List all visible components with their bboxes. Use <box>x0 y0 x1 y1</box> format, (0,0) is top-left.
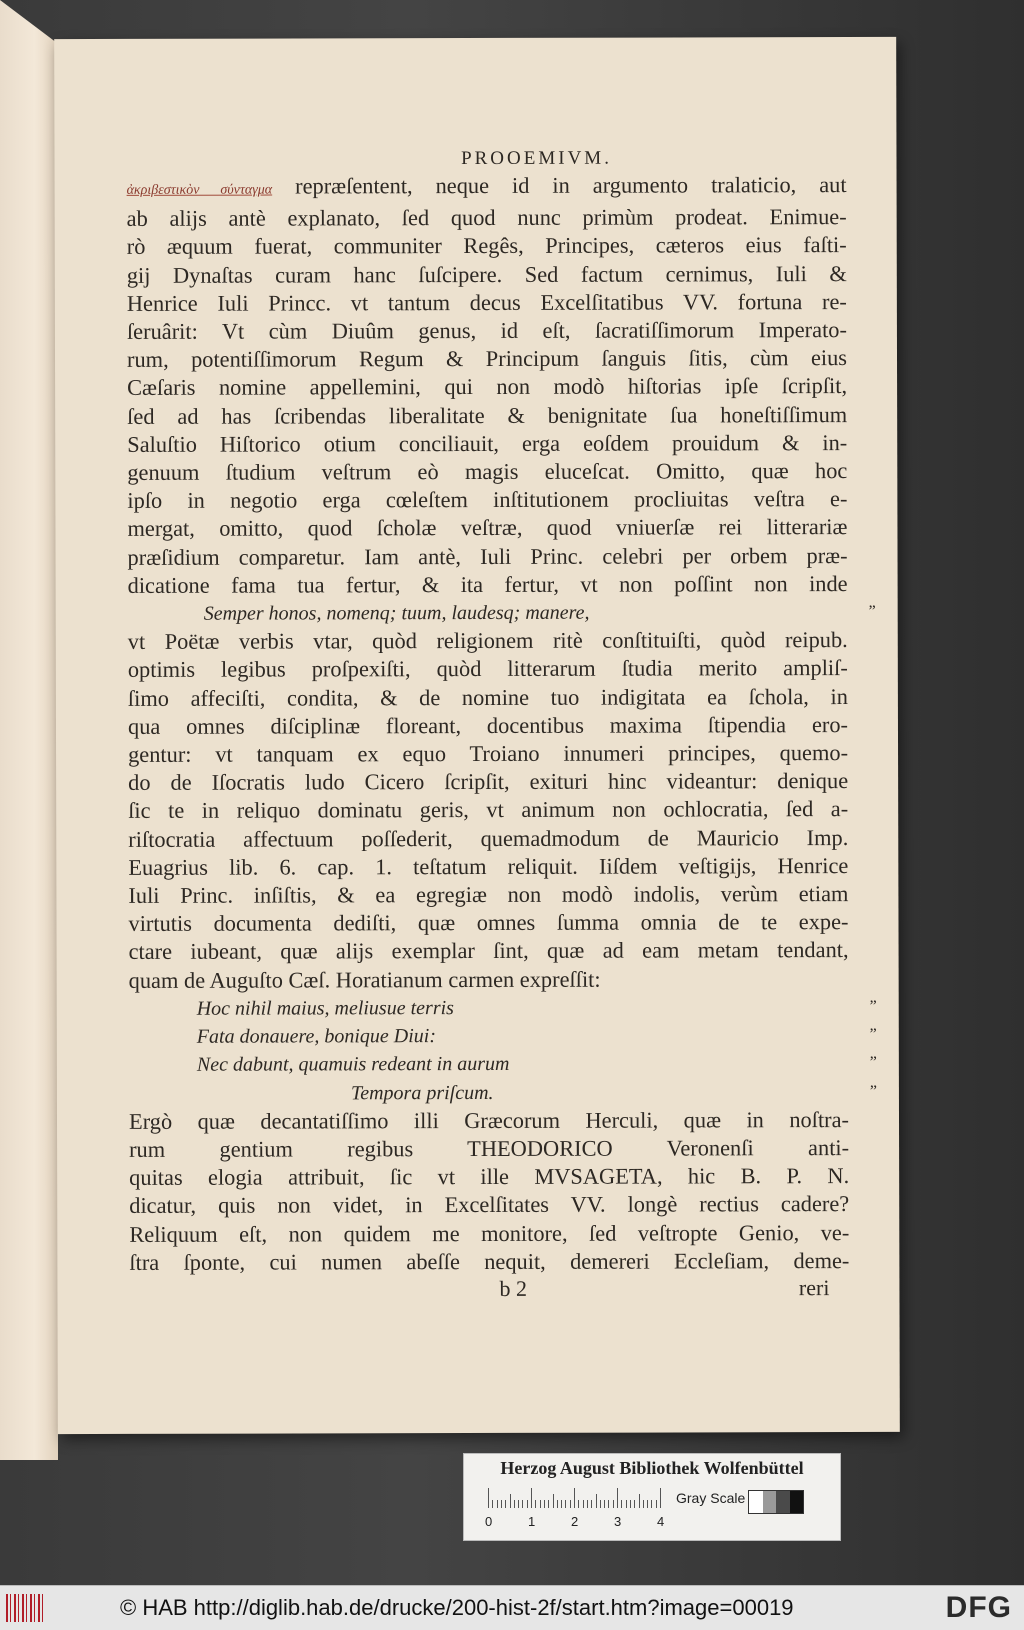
line-text: Henrice Iuli Princc. vt tantum decus Excelſitatibus VV. fortuna re- <box>126 288 847 316</box>
verse-line <box>129 1078 877 1108</box>
ruler-tick <box>608 1500 609 1508</box>
ruler-tick <box>621 1500 622 1508</box>
line-text: ſed ad has ſcribendas liberalitate & benignitate ſua honeſtiſſimum <box>127 401 848 429</box>
ruler-tick <box>634 1500 635 1508</box>
ruler-number: 3 <box>614 1514 622 1529</box>
text-line <box>128 795 848 825</box>
text-line <box>127 485 847 515</box>
ruler-tick <box>557 1500 558 1508</box>
text-line <box>129 1106 849 1136</box>
ruler-tick <box>501 1500 502 1508</box>
line-text: vt Poëtæ verbis vtar, quòd religionem ritè conſtituiſti, quòd reipub. <box>127 627 848 655</box>
ruler-tick <box>651 1500 652 1508</box>
line-text: ſtra ſponte, cui numen abeſſe nequit, demereri Eccleſiam, deme- <box>129 1247 850 1275</box>
line-text: dicatione fama tua fertur, & ita fertur, vt non poſſint non inde <box>127 570 848 598</box>
verse-line <box>128 598 876 628</box>
text-line <box>127 401 847 431</box>
verse-text: Hoc nihil maius, meliusue terris <box>196 996 454 1020</box>
line-text: qua omnes diſciplinæ floreant, docentibus maxima ſtipendia ero- <box>127 711 849 739</box>
ruler-number: 1 <box>528 1514 536 1529</box>
ruler-tick <box>510 1494 511 1508</box>
line-text: gij Dynaſtas curam hanc ſuſcipere. Sed factum cernimus, Iuli & <box>126 260 847 288</box>
quote-mark: ” <box>869 1026 877 1044</box>
verse-text: Semper honos, nomenq; tuum, laudesq; manere, <box>203 601 590 625</box>
line-text: mergat, omitto, quod ſcholæ veſtræ, quod vniuerſæ rei litterariæ <box>127 514 848 542</box>
ruler-tick <box>522 1500 523 1508</box>
line-text: optimis legibus proſpexiſti, quòd litterarum ſtudia merito ampliſ- <box>127 655 848 683</box>
line-text: dicatur, quis non videt, in Excelſitates VV. longè rectius cadere? <box>129 1191 850 1219</box>
line-text: ipſo in negotio erga cœleſtem inſtitutionem procliuitas veſtra e- <box>127 486 848 514</box>
ruler-tick <box>630 1500 631 1508</box>
text-line <box>127 372 847 402</box>
text-line <box>128 570 848 600</box>
catchword: reri <box>798 1275 830 1301</box>
page-text <box>126 147 877 1305</box>
line-text: quam de Auguſto Cæſ. Horatianum carmen expreſſit: <box>128 966 601 993</box>
quote-mark: ” <box>869 1082 877 1100</box>
ruler-tick <box>617 1488 618 1508</box>
paragraph-middle <box>128 626 849 995</box>
ruler-tick <box>643 1500 644 1508</box>
ruler-tick <box>583 1500 584 1508</box>
text-line <box>129 1247 849 1277</box>
verse-text: Nec dabunt, quamuis redeant in aurum <box>196 1053 510 1077</box>
text-line <box>128 654 848 684</box>
ruler-tick <box>587 1500 588 1508</box>
text-line <box>128 683 848 713</box>
ruler-tick <box>647 1500 648 1508</box>
ruler-tick <box>514 1500 515 1508</box>
line-text: rum, potentiſſimorum Regum & Principum ſanguis ſitis, cùm eius <box>126 345 848 373</box>
ruler-tick <box>505 1500 506 1508</box>
line-text: gentur: vt tanquam ex equo Troiano innumeri principes, quemo- <box>128 740 849 767</box>
ruler-tick <box>656 1500 657 1508</box>
text-line <box>127 316 847 346</box>
book-page <box>54 37 900 1434</box>
text-line <box>128 739 848 769</box>
ruler-tick <box>639 1494 640 1508</box>
ruler-tick <box>518 1500 519 1508</box>
text-line <box>127 457 847 487</box>
line-text: ctare iubeant, quæ alijs exemplar ſint, quæ ad eam metam tendant, <box>128 937 849 965</box>
ruler-tick <box>527 1500 528 1508</box>
text-line <box>129 1162 849 1192</box>
text-line <box>129 937 849 967</box>
status-bar <box>0 1585 1024 1630</box>
text-line <box>129 1219 849 1249</box>
verse-text: Fata donauere, bonique Diui: <box>196 1025 437 1048</box>
text-line <box>127 429 847 459</box>
ruler-tick <box>660 1488 661 1508</box>
ruler-tick <box>544 1500 545 1508</box>
line-text: quitas elogia attribuit, ſic vt ille MVSAGETA, hic B. P. N. <box>129 1163 850 1191</box>
ruler-tick <box>488 1488 489 1508</box>
copyright-link[interactable]: © HAB http://diglib.hab.de/drucke/200-hist-2f/start.htm?image=00019 <box>120 1595 794 1620</box>
text-line <box>129 1190 849 1220</box>
quote-mark: ” <box>868 603 876 621</box>
ruler-tick <box>626 1500 627 1508</box>
line-text: virtutis documenta dediſti, quæ omnes ſumma omnia de te expe- <box>128 909 849 937</box>
line-text: rum gentium regibus THEODORICO Veronenſi anti- <box>129 1134 850 1162</box>
line-text: genuum ſtudium veſtrum eò magis eluceſcat. Omitto, quæ hoc <box>127 458 848 485</box>
text-line <box>129 965 849 995</box>
text-line <box>128 852 848 882</box>
ruler-tick <box>497 1500 498 1508</box>
paragraph-closing <box>129 1106 849 1277</box>
line-text: præſidium comparetur. Iam antè, Iuli Princ. celebri per orbem præ- <box>127 542 848 570</box>
line-text: rò æquum fuerat, communiter Regês, Principes, cæteros eius faſti- <box>126 232 847 260</box>
signature-mark: b 2 <box>499 1275 527 1301</box>
ruler-tick <box>574 1488 575 1508</box>
line-text: ſeruârit: Vt cùm Diuûm genus, id eſt, ſacratiſſimorum Imperato- <box>126 317 847 344</box>
quote-mark: ” <box>869 997 877 1015</box>
ruler-tick <box>600 1500 601 1508</box>
verse-line <box>129 1049 877 1079</box>
text-line <box>127 344 847 374</box>
line-text: Reliquum eſt, non quidem me monitore, ſed veſtropte Genio, ve- <box>129 1219 850 1247</box>
horace-quote <box>129 993 877 1108</box>
ruler-tick <box>565 1500 566 1508</box>
text-line <box>127 260 847 290</box>
ruler-tick <box>578 1500 579 1508</box>
ruler-number: 0 <box>485 1514 493 1529</box>
ruler <box>488 1488 666 1508</box>
ruler-tick <box>570 1500 571 1508</box>
line-text: riſtocratia affectuum poſſederit, quemadmodum de Mauricio Imp. <box>128 824 849 852</box>
text-line <box>128 824 848 854</box>
line-text: Cæſaris nomine appellemini, qui non modò hiſtorias ipſe ſcripſit, <box>127 373 848 401</box>
text-line <box>127 288 847 318</box>
text-line <box>128 626 848 656</box>
running-head: PROOEMIVM. <box>461 147 612 170</box>
gray-scale-label: Gray Scale <box>676 1490 746 1506</box>
ruler-tick <box>540 1500 541 1508</box>
text-line <box>128 908 848 938</box>
color-scale-card <box>463 1453 841 1541</box>
ruler-tick <box>613 1500 614 1508</box>
text-line <box>127 513 847 543</box>
page-footer <box>129 1275 849 1305</box>
ruler-tick <box>604 1500 605 1508</box>
verse-text: Tempora priſcum. <box>350 1081 494 1104</box>
ruler-tick <box>561 1500 562 1508</box>
text-line <box>129 1134 849 1164</box>
ruler-tick <box>492 1500 493 1508</box>
text-line <box>127 231 847 261</box>
text-line <box>127 203 847 233</box>
greek-phrase: ἀκριβεστικὸν σύνταγμα <box>126 182 273 198</box>
line-text: repræſentent, neque id in argumento tralaticio, aut <box>295 172 847 199</box>
library-name: Herzog August Bibliothek Wolfenbüttel <box>500 1458 804 1478</box>
ruler-tick <box>591 1500 592 1508</box>
ruler-number: 4 <box>657 1514 665 1529</box>
text-line <box>127 542 847 572</box>
text-line <box>127 171 847 205</box>
line-text: ſic te in reliquo dominatu geris, vt animum non ochlocratia, ſed a- <box>128 796 849 824</box>
verse-line <box>129 993 877 1023</box>
line-text: do de Iſocratis ludo Cicero ſcripſit, exituri hinc videantur: denique <box>128 768 849 796</box>
line-text: Saluſtio Hiſtorico otium conciliauit, erga eoſdem prouidum & in- <box>127 429 848 457</box>
quote-mark: ” <box>869 1054 877 1072</box>
ruler-tick <box>596 1494 597 1508</box>
text-line <box>128 711 848 741</box>
line-text: Euagrius lib. 6. cap. 1. teſtatum reliquit. Iiſdem veſtigijs, Henrice <box>128 852 849 880</box>
ruler-tick <box>531 1488 532 1508</box>
paragraph-intro <box>127 171 848 600</box>
dfg-logo: DFG <box>945 1591 1012 1624</box>
barcode-icon <box>6 1594 46 1622</box>
line-text: ab alijs antè explanato, ſed quod nunc primùm prodeat. Enimue- <box>126 204 847 232</box>
ruler-tick <box>553 1494 554 1508</box>
line-text: Iuli Princ. inſiſtis, & ea egregiæ non modò indolis, verùm etiam <box>128 881 849 908</box>
facing-page-edge <box>0 0 58 1460</box>
line-text: ſimo affeciſti, condita, & de nomine tuo indigitata ea ſchola, in <box>127 683 848 711</box>
text-line <box>128 767 848 797</box>
gray-scale-bar <box>748 1490 804 1514</box>
text-line <box>128 880 848 910</box>
ruler-number: 2 <box>571 1514 579 1529</box>
ruler-tick <box>548 1500 549 1508</box>
line-text: Ergò quæ decantatiſſimo illi Græcorum Herculi, quæ in noſtra- <box>128 1106 850 1134</box>
ruler-tick <box>535 1500 536 1508</box>
verse-line <box>129 1021 877 1051</box>
